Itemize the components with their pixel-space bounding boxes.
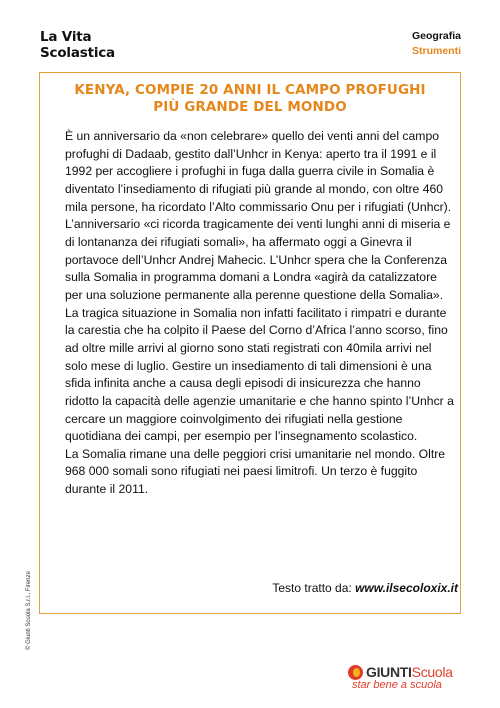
title-line-1: KENYA, COMPIE 20 ANNI IL CAMPO PROFUGHI [74,82,426,98]
publisher-name-main: GIUNTI [366,664,412,680]
category-label: Geografia [411,30,461,42]
section-tag [412,29,461,59]
publisher-name-accent: Scuola [411,664,453,680]
source-credit [272,581,458,595]
title-line-2: PIÙ GRANDE DEL MONDO [153,99,347,115]
paragraph: La Somalia rimane una delle peggiori crisi umanitarie nel mondo. Oltre 968 000 somali sono rifugiati nei paesi limitrofi. Un terzo è fuggito durante il 2011. [65,446,446,497]
article-title [70,82,430,116]
source-link[interactable]: www.ilsecoloxix.it [355,581,458,595]
publisher-logo [348,664,460,691]
paragraph: È un anniversario da «non celebrare» quello dei venti anni del campo profughi di Dadaab, gestito dall’Unhcr in Kenya: aperto tra il 1991 e il 1992 per accogliere i profughi in fuga dalla guerra civile in Somalia è diventato l’insediamento di rifugiati più grande al mondo, con oltre 460 mila persone, ha ricordato l’Alto commissario Onu per i rifugiati (Unhcr). [65,129,452,214]
magazine-logo [40,29,115,61]
publisher-name [366,664,453,680]
logo-line-1: La Vita [40,29,92,45]
publisher-tagline: star bene a scuola [352,679,442,691]
publisher-logo-icon [348,665,363,680]
copyright-notice: © Giunti Scuola S.r.l., Firenze [26,571,32,650]
paragraph: La tragica situazione in Somalia non infatti facilitato i rimpatri e durante la carestia che ha colpito il Paese del Corno d’Africa l’anno scorso, fino ad oltre mille arrivi al giorno sono stati registrati con 40mila arrivi nel solo mese di luglio. Gestire un insediamento di tali dimensioni è una sfida infinita anche a causa degli episodi di insicurezza che hanno ridotto la capacità delle agenzie umanitarie e che hanno spinto l’Unhcr a cercare un maggiore coinvolgimento dei rifugiati nella gestione quotidiana dei campi, per esempio per l’insegnamento scolastico. [65,305,454,444]
article-body [65,128,455,499]
source-prefix: Testo tratto da: [272,581,356,595]
logo-line-2: Scolastica [40,45,115,61]
paragraph: L’anniversario «ci ricorda tragicamente dei venti lunghi anni di miseria e di lontananza dei rifugiati somali», ha affermato oggi a Ginevra il portavoce dell’Unhcr Andrej Mahecic. L’Unhcr spera che la Conferenza sulla Somalia in programma domani a Londra «agirà da catalizzatore per una soluzione permanente alla perenne questione della Somalia». [65,217,451,302]
subcategory-label: Strumenti [411,45,461,57]
